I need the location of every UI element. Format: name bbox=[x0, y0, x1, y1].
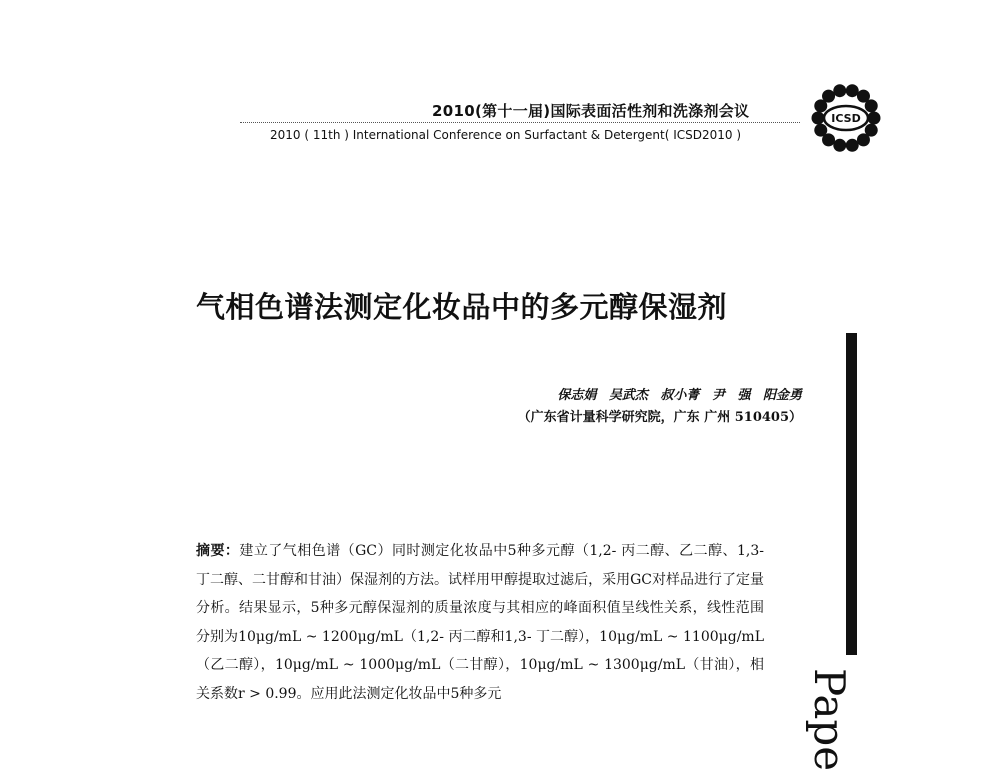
logo-bead bbox=[812, 112, 825, 125]
logo-bead bbox=[833, 139, 846, 152]
logo-bead bbox=[814, 124, 827, 137]
logo-bead bbox=[822, 90, 835, 103]
paper-affiliation: （广东省计量科学研究院，广东 广州 510405） bbox=[517, 410, 802, 425]
logo-bead bbox=[868, 112, 881, 125]
paper-authors: 保志娟 吴武杰 叔小菁 尹 强 阳金勇 bbox=[557, 388, 802, 403]
abstract-label: 摘要： bbox=[196, 543, 240, 559]
conference-title-cn: 2010(第十一届)国际表面活性剂和洗涤剂会议 bbox=[432, 102, 750, 120]
header-divider bbox=[240, 122, 800, 123]
logo-bead bbox=[846, 139, 859, 152]
logo-bead bbox=[857, 133, 870, 146]
paper-title: 气相色谱法测定化妆品中的多元醇保湿剂 bbox=[196, 290, 728, 324]
side-tab-label: Pape bbox=[805, 668, 854, 771]
logo-bead bbox=[846, 84, 859, 97]
side-vertical-bar bbox=[846, 333, 857, 655]
logo-bead bbox=[833, 84, 846, 97]
logo-bead bbox=[865, 99, 878, 112]
conference-title-en: 2010 ( 11th ) International Conference on Surfactant & Detergent( ICSD2010 ) bbox=[270, 128, 742, 142]
abstract-text: 建立了气相色谱（GC）同时测定化妆品中5种多元醇（1,2- 丙二醇、乙二醇、1,3- 丁二醇、二甘醇和甘油）保湿剂的方法。试样用甲醇提取过滤后，采用GC对样品进行了定量分析。结果显示，5种多元醇保湿剂的质量浓度与其相应的峰面积值呈线性关系，线性范围分别为10μg/mL ~ 1200μg/mL（1,2- 丙二醇和1,3- 丁二醇），10μg/mL ~ 1100μg/mL（乙二醇），10μg/mL ~ 1000μg/mL（二甘醇），10μg/mL ~ 1300μg/mL（甘油），相关系数r > 0.99。应用此法测定化妆品中5种多元 bbox=[196, 543, 765, 702]
logo-text: ICSD bbox=[831, 112, 861, 125]
abstract-paragraph bbox=[196, 537, 764, 708]
icsd-logo bbox=[810, 82, 882, 154]
